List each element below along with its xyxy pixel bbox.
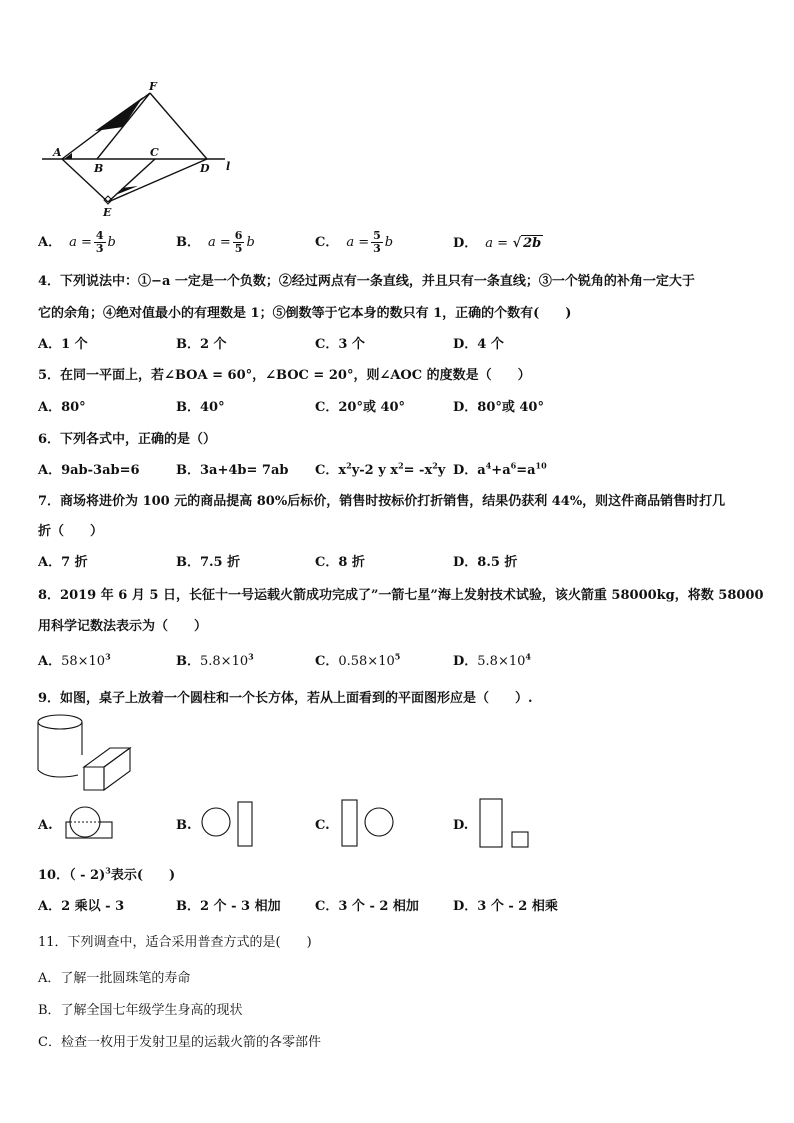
q7-option-a[interactable]: A．7 折 — [38, 555, 88, 570]
q7-line-1: 7．商场将进价为 100 元的商品提高 80%后标价，销售时按标价打折销售，结果仍获利 44%，则这件商品销售时打几 — [38, 494, 726, 509]
q9-shape-d — [480, 799, 528, 847]
q10-option-c[interactable]: C．3 个 - 2 相加 — [315, 899, 419, 914]
q7-option-d[interactable]: D．8.5 折 — [453, 555, 518, 570]
q4-option-c[interactable]: C．3 个 — [315, 337, 365, 352]
q6-option-d[interactable]: D．$a^4+a^6=a^{10}$ — [453, 460, 547, 478]
label-f: F — [149, 80, 157, 93]
q5-text: 5．在同一平面上，若∠BOA = 60°，∠BOC = 20°，则∠AOC 的度数是（ ） — [38, 368, 531, 383]
q8-option-b[interactable]: B．$5.8\times 10^3$ — [176, 651, 254, 669]
q11-option-c[interactable]: C．检查一枚用于发射卫星的运载火箭的各零部件 — [38, 1035, 321, 1050]
q5-option-d[interactable]: D．80°或 40° — [453, 400, 544, 415]
q11-text: 11．下列调查中，适合采用普查方式的是( ) — [38, 935, 312, 950]
q8-option-c[interactable]: C．$0.58\times 10^5$ — [315, 651, 401, 669]
q7-option-c[interactable]: C．8 折 — [315, 555, 365, 570]
q8-line-2: 用科学记数法表示为（ ） — [38, 619, 208, 634]
label-e: E — [103, 206, 112, 219]
q3-option-c[interactable]: C． a = $\frac{5}{3}$ b — [315, 229, 394, 255]
q10-option-a[interactable]: A．2 乘以 - 3 — [38, 899, 125, 914]
q4-option-d[interactable]: D．4 个 — [453, 337, 504, 352]
q9-option-d[interactable]: D. — [453, 818, 469, 833]
square-root: √ 2b — [512, 236, 542, 251]
q4-option-b[interactable]: B．2 个 — [176, 337, 227, 352]
q9-text: 9．如图，桌子上放着一个圆柱和一个长方体，若从上面看到的平面图形应是（ ）. — [38, 691, 533, 706]
q6-option-b[interactable]: B．3a+4b= 7ab — [176, 463, 289, 478]
q3-option-a[interactable]: A． a = $\frac{4}{3}$ b — [38, 229, 116, 255]
q8-option-a[interactable]: A．$58\times 10^3$ — [38, 651, 111, 669]
q8-line-1: 8．2019 年 6 月 5 日，长征十一号运载火箭成功完成了”一箭七星”海上发射技术试验，该火箭重 58000kg，将数 58000 — [38, 588, 764, 603]
q9-option-c[interactable]: C. — [315, 818, 330, 833]
q9-shape-a — [66, 807, 112, 838]
q9-shape-b — [202, 802, 252, 846]
label-a: A — [53, 146, 62, 159]
q6-option-c[interactable]: C．$x^2y-2$ y $x^2= -x^2y$ — [315, 460, 446, 478]
label-l: l — [226, 160, 231, 173]
q11-option-a[interactable]: A．了解一批圆珠笔的寿命 — [38, 971, 191, 986]
q7-option-b[interactable]: B．7.5 折 — [176, 555, 241, 570]
label-b: B — [94, 162, 104, 175]
q9-shape-c — [342, 800, 393, 846]
q5-option-b[interactable]: B．40° — [176, 400, 225, 415]
q3-option-d[interactable]: D． a = √ 2b — [453, 236, 542, 251]
q5-option-a[interactable]: A．80° — [38, 400, 86, 415]
q4-line-1: 4．下列说法中：①−a 一定是一个负数；②经过两点有一条直线，并且只有一条直线；③一个锐角的补角一定大于 — [38, 274, 695, 289]
q4-option-a[interactable]: A．1 个 — [38, 337, 88, 352]
q5-option-c[interactable]: C．20°或 40° — [315, 400, 406, 415]
q8-option-d[interactable]: D．$5.8\times 10^4$ — [453, 651, 531, 669]
q10-option-b[interactable]: B．2 个 - 3 相加 — [176, 899, 281, 914]
q9-option-a[interactable]: A. — [38, 818, 53, 833]
fraction: $\frac{5}{3}$ — [373, 229, 381, 255]
label-d: D — [200, 162, 210, 175]
fraction: $\frac{4}{3}$ — [95, 229, 104, 255]
q11-option-b[interactable]: B．了解全国七年级学生身高的现状 — [38, 1003, 243, 1018]
q9-option-b[interactable]: B. — [176, 818, 192, 833]
fraction: $\frac{6}{5}$ — [234, 229, 243, 255]
q10-option-d[interactable]: D．3 个 - 2 相乘 — [453, 899, 558, 914]
label-c: C — [150, 146, 159, 159]
q3-option-b[interactable]: B． a = $\frac{6}{5}$ b — [176, 229, 255, 255]
q6-option-a[interactable]: A．9ab-3ab=6 — [38, 463, 140, 478]
q6-text: 6．下列各式中，正确的是（） — [38, 432, 217, 447]
q10-text: 10．（ - 2)$^3$表示( ) — [38, 865, 176, 883]
q4-line-2: 它的余角；④绝对值最小的有理数是 1；⑤倒数等于它本身的数只有 1，正确的个数有( ) — [38, 306, 572, 321]
q7-line-2: 折（ ） — [38, 524, 104, 539]
